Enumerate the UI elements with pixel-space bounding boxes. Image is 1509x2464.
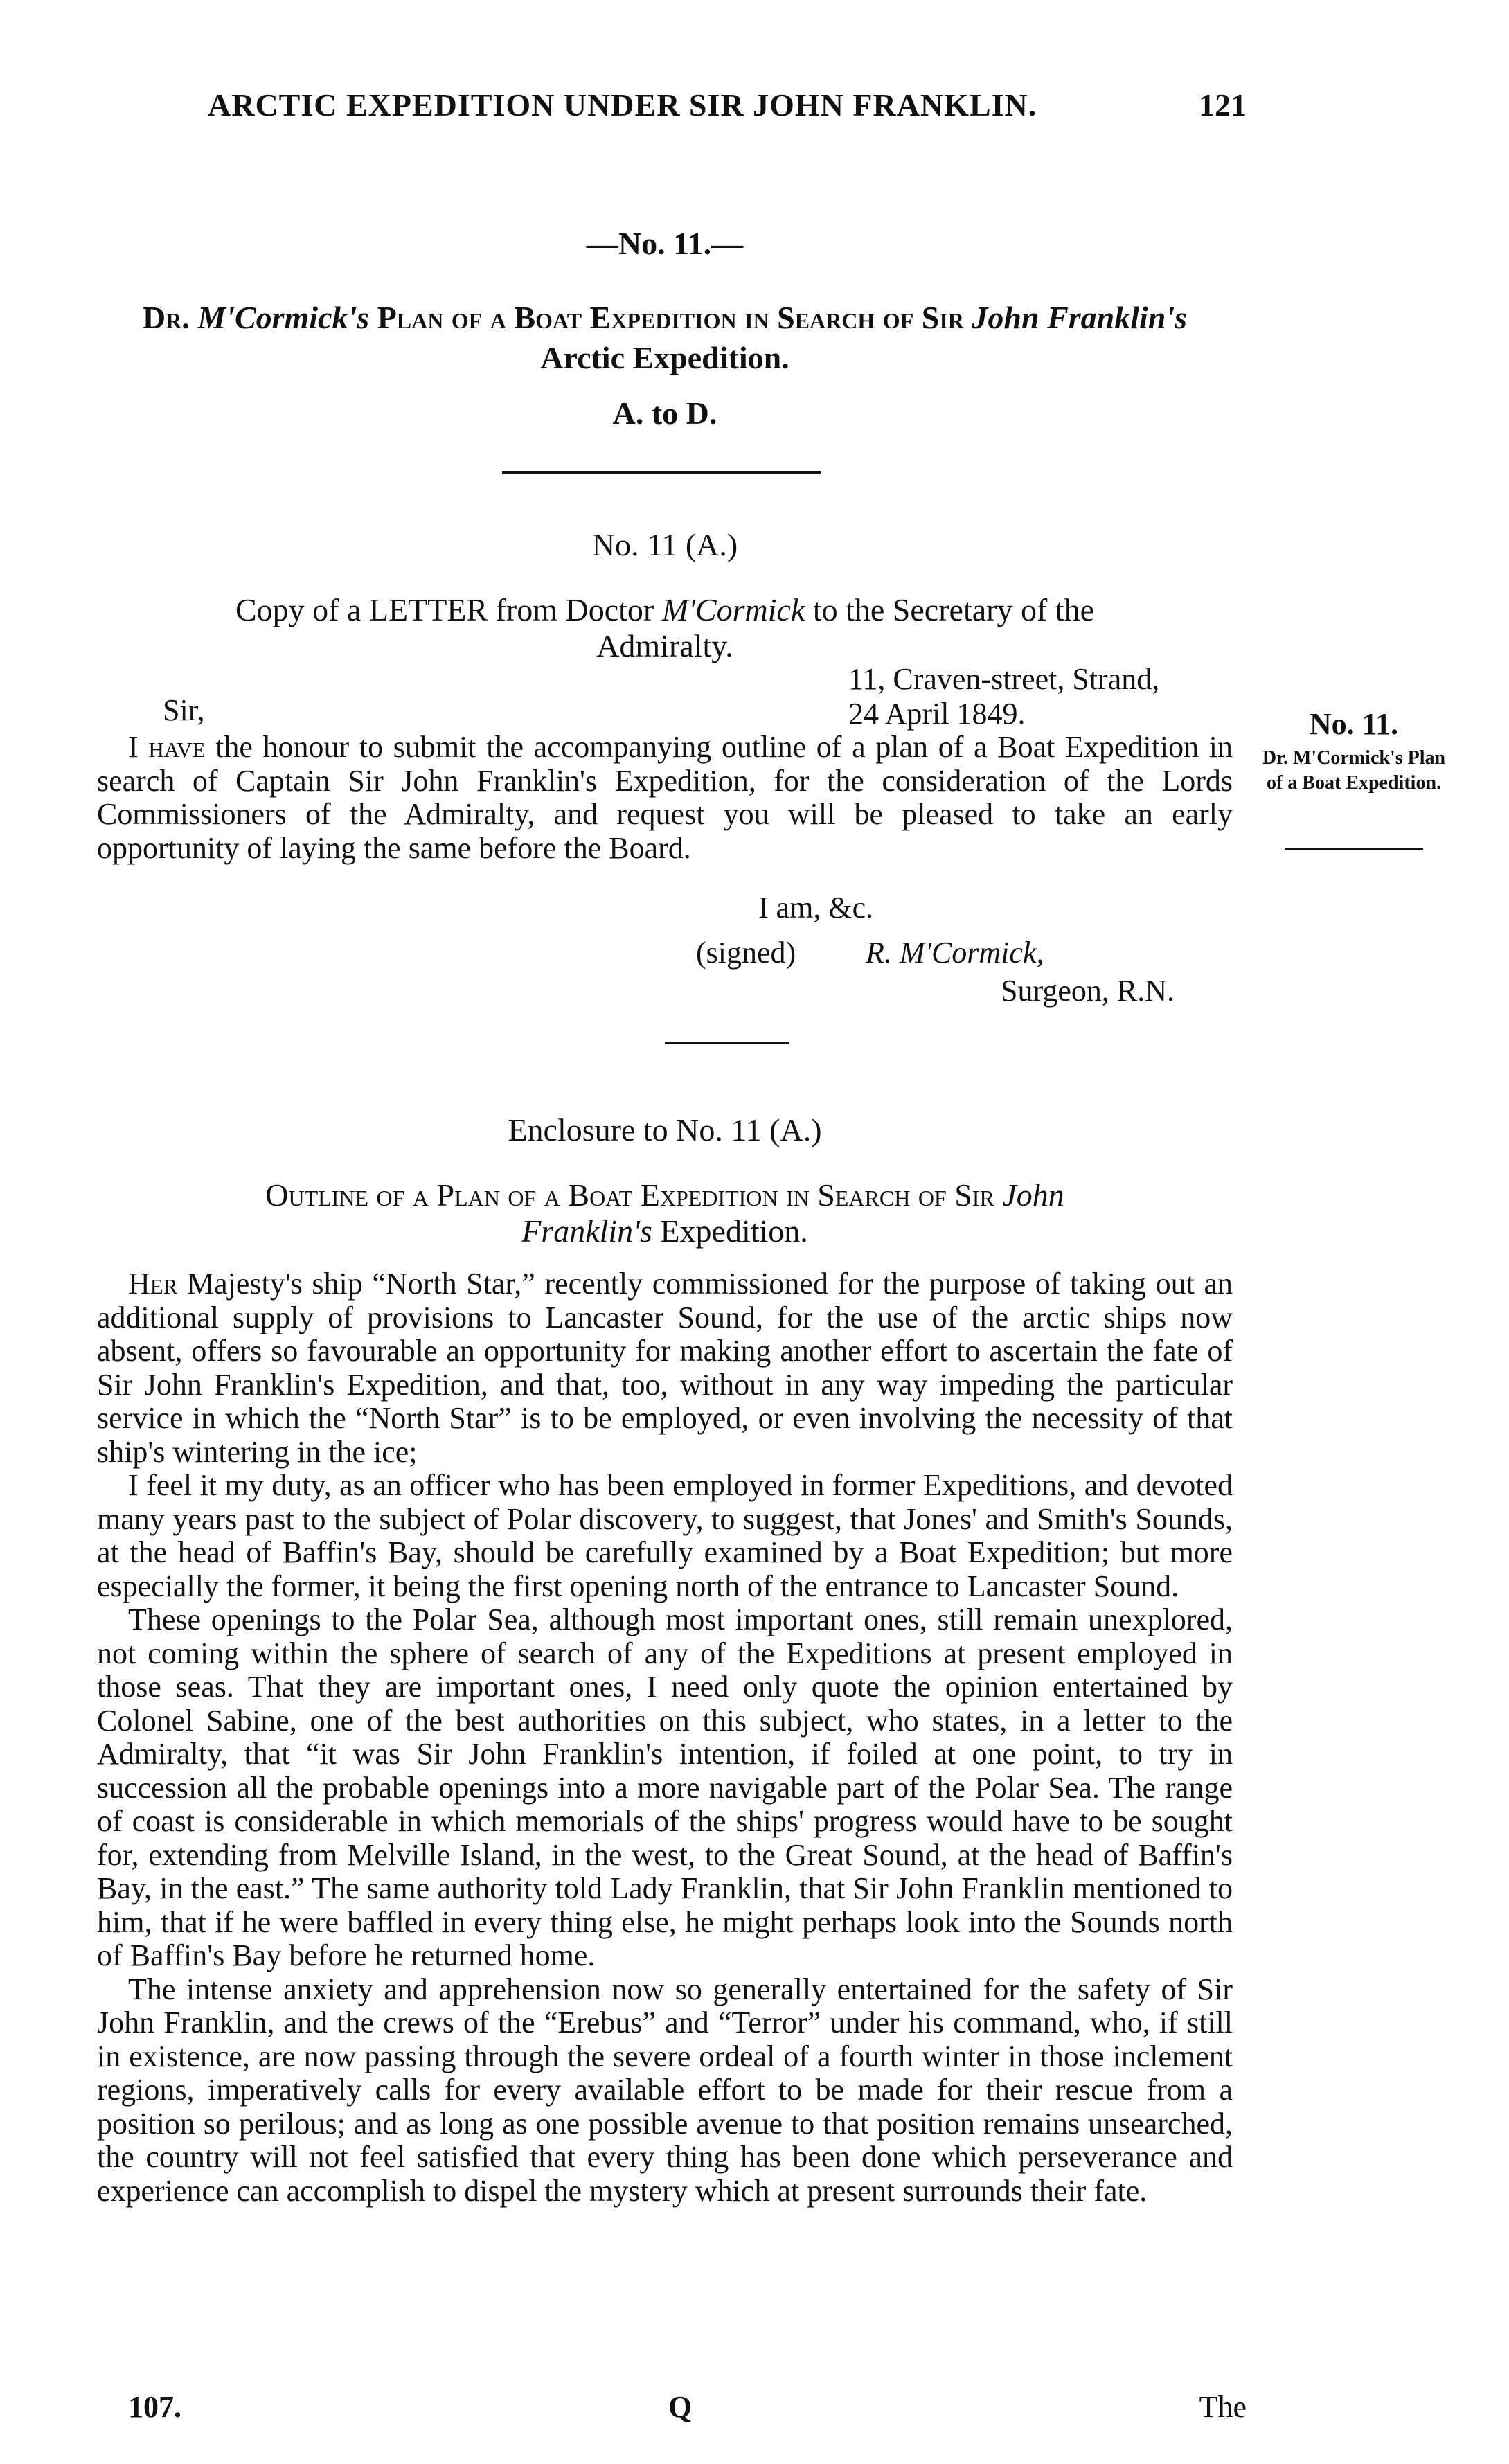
letter-divider (665, 1042, 789, 1044)
letter-body-lead: I have (128, 730, 206, 764)
outline-title-part2: Expedition. (652, 1213, 808, 1249)
letter-date: 24 April 1849. (848, 697, 1026, 731)
page-header (208, 87, 1247, 142)
heading-name: M'Cormick's (197, 300, 370, 335)
outline-body (97, 1267, 1233, 2208)
letter-address: 11, Craven-street, Strand, (848, 662, 1160, 696)
letter-title-part1: Copy of a LETTER from Doctor (235, 592, 662, 627)
outline-paragraph-3: These openings to the Polar Sea, although most important ones, still remain unexplored, not coming within the sphere of search of any of the Expeditions at present employed in those seas. That they are important ones, I need only quote the opinion entertained by Colonel Sabine, one of the best authorities on this subject, who states, in a letter to the Admiralty, that “it was Sir John Franklin's intention, if foiled at one point, to try in succession all the probable openings into a more navigable part of the Polar Sea. The range of coast is considerable in which memorials of the ships' progress would have to be sought for, extending from Melville Island, in the west, to the Great Sound, at the head of Baffin's Bay, in the east.” The same authority told Lady Franklin, that Sir John Franklin mentioned to him, that if he were baffled in every thing else, he might perhaps look into the Sounds north of Baffin's Bay before he returned home. (97, 1603, 1233, 1972)
letter-title-name: M'Cormick (661, 592, 805, 627)
outline-title-name: John Franklin's (521, 1177, 1064, 1249)
outline-p1-text: Majesty's ship “North Star,” recently commissioned for the purpose of taking out an additional supply of provisions to Lancaster Sound, for the use of the arctic ships now absent, offers so favourable an opportunity for making another effort to ascertain the fate of Sir John Franklin's Expedition, and that, too, without in any way impeding the particular service in which the “North Star” is to be employed, or even involving the necessity of that ship's wintering in the ice; (97, 1267, 1233, 1469)
outline-paragraph-2: I feel it my duty, as an officer who has been employed in former Expeditions, and devoted many years past to the subject of Polar discovery, to suggest, that Jones' and Smith's Sounds, at the head of Baffin's Bay, should be carefully examined by a Boat Expedition; but more especially the former, it being the first opening north of the entrance to Lancaster Sound. (97, 1468, 1233, 1603)
letter-body-text: the honour to submit the accompanying outline of a plan of a Boat Expedition in search of Captain Sir John Franklin's Expedition, for the consideration of the Lords Commissioners of the Admiralty, and request you will be pleased to take an early opportunity of laying the same before the Board. (97, 730, 1233, 865)
margin-note-number: No. 11. (1309, 707, 1399, 741)
heading-part2: Plan of a Boat Expedition in Search of Sir (369, 300, 972, 335)
signature-mark: Q (668, 2390, 693, 2424)
letter-body (97, 731, 1233, 865)
letter-closing: I am, &c. (758, 891, 874, 925)
margin-note-rule (1285, 848, 1423, 850)
sheet-number: 107. (128, 2390, 181, 2424)
letter-signer: R. M'Cormick, (866, 936, 1044, 970)
margin-note-text: Dr. M'Cormick's Plan of a Boat Expedition. (1262, 747, 1446, 794)
heading-part3: Arctic Expedition. (540, 340, 789, 375)
outline-paragraph-4: The intense anxiety and apprehension now so generally entertained for the safety of Sir John Franklin, and the crews of the “Erebus” and “Terror” under his command, who, if still in existence, are now passing through the severe ordeal of a fourth winter in those inclement regions, imperatively calls for every available effort to be made for their rescue from a position so perilous; and as long as one possible avenue to that position remains unsearched, the country will not feel satisfied that every thing has been done which perseverance and experience can accomplish to dispel the mystery which at present surrounds their fate. (97, 1972, 1233, 2208)
heading-part1: Dr. (142, 300, 198, 335)
section-divider (502, 471, 821, 474)
section-number: —No. 11.— (586, 226, 744, 261)
section-heading (97, 298, 1233, 378)
outline-paragraph-1 (97, 1267, 1233, 1469)
letter-title (97, 592, 1233, 664)
letter-number: No. 11 (A.) (591, 527, 738, 562)
heading-subject: John Franklin's (972, 300, 1188, 335)
page-footer (111, 2389, 1247, 2431)
outline-p1-lead: Her (128, 1267, 178, 1301)
margin-note (1253, 706, 1454, 796)
page-number: 121 (1199, 87, 1247, 123)
outline-title-part1: Outline of a Plan of a Boat Expedition in Search of Sir (265, 1177, 1003, 1213)
running-title: ARCTIC EXPEDITION UNDER SIR JOHN FRANKLIN. (208, 87, 1037, 123)
catchword: The (1199, 2390, 1247, 2424)
letter-salutation: Sir, (163, 693, 205, 727)
letter-signer-title: Surgeon, R.N. (1001, 974, 1175, 1008)
letter-signed: (signed) (696, 936, 796, 970)
outline-title (97, 1177, 1233, 1249)
letter-title-part2: to the Secretary of the Admiralty. (596, 592, 1094, 663)
section-range: A. to D. (612, 395, 717, 431)
enclosure-heading: Enclosure to No. 11 (A.) (508, 1112, 822, 1148)
